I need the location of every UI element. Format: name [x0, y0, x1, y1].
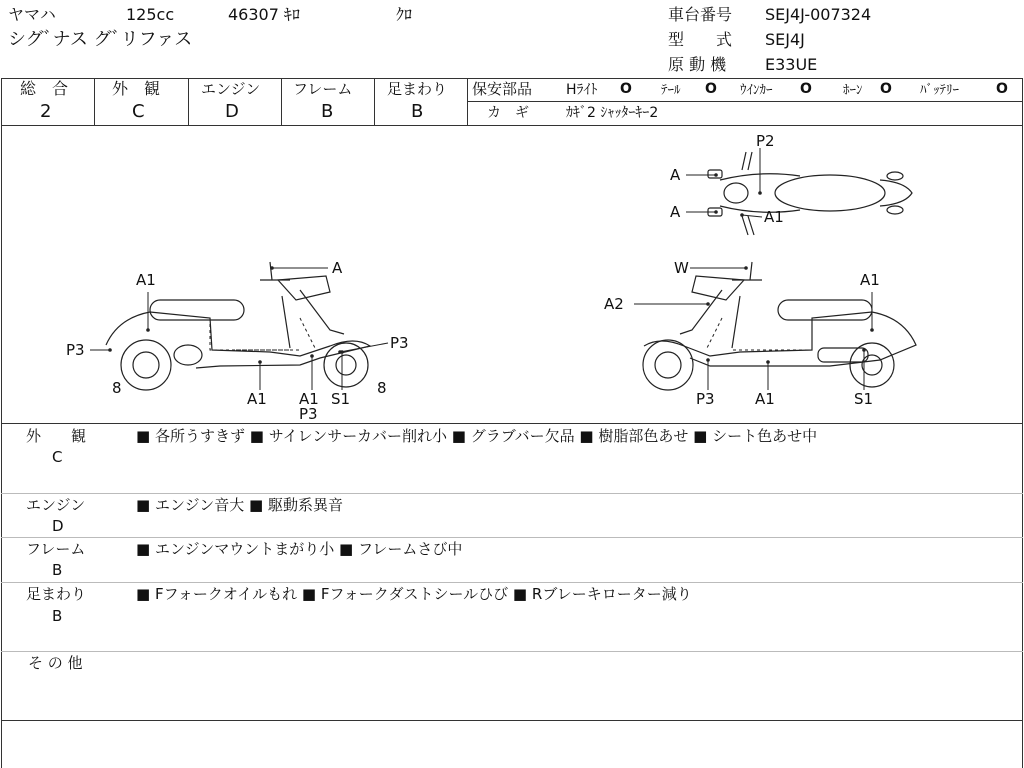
label-top-a-lower: A: [670, 203, 681, 221]
safety-label: 保安部品: [472, 80, 533, 98]
remark-exterior-label: 外 観: [26, 427, 87, 445]
frame-no: SEJ4J-007324: [765, 5, 872, 24]
remark-item: サイレンサーカバー削れ小: [268, 427, 448, 445]
remark-item: フレームさび中: [357, 540, 463, 558]
safety-taillight: ﾃｰﾙ: [661, 83, 681, 98]
remark-suspension-label: 足まわり: [26, 585, 87, 603]
remark-item: エンジン音大: [154, 496, 245, 514]
grade-total-label: 総 合: [20, 79, 69, 98]
safety-horn: ﾎｰﾝ: [843, 83, 863, 98]
model-name: シグﾞナス グﾞリファス: [8, 29, 193, 50]
remark-exterior-items: [136, 429, 817, 444]
label-left-p3-front: P3: [390, 334, 409, 352]
label-left-8-rear: 8: [112, 379, 122, 397]
grade-engine-label: エンジン: [201, 80, 261, 98]
grade-engine: D: [225, 101, 239, 122]
grade-col-4: [374, 78, 375, 125]
remark-engine-items: [136, 498, 343, 513]
label-top-a-upper: A: [670, 166, 681, 184]
scooter-diagram: [0, 126, 1024, 423]
maker: ヤマハ: [8, 5, 56, 24]
grade-total: 2: [40, 101, 52, 122]
remark-item: エンジンマウントまがり小: [154, 540, 335, 558]
grade-col-5: [467, 78, 468, 125]
safety-horn-mark: O: [880, 81, 892, 97]
remark-item: シート色あせ中: [712, 427, 818, 445]
grade-col-3: [281, 78, 282, 125]
remark-frame-items: [136, 542, 462, 557]
label-left-s1: S1: [331, 390, 351, 408]
remark-item: 各所うすきず: [154, 427, 245, 445]
safety-row-divider: [467, 101, 1022, 102]
left-view-scooter: [90, 262, 388, 390]
grade-suspension-label: 足まわり: [387, 80, 448, 98]
safety-taillight-mark: O: [705, 81, 717, 97]
label-right-a1-top: A1: [860, 271, 880, 289]
label-left-8-front: 8: [377, 379, 387, 397]
top-view-scooter: [686, 148, 912, 235]
remark-engine-grade: D: [52, 517, 64, 535]
remark-divider-1: [1, 493, 1023, 494]
remark-frame-label: フレーム: [26, 540, 86, 558]
grade-frame-label: フレーム: [293, 80, 353, 98]
remark-frame-grade: B: [52, 561, 63, 579]
grade-col-1: [94, 78, 95, 125]
key-value: ｶｷﾞ2 ｼｬｯﾀｰｷｰ2: [566, 105, 659, 121]
engine-value: E33UE: [765, 55, 818, 74]
label-left-a1: A1: [136, 271, 156, 289]
diagram-bottom: [1, 423, 1023, 424]
remark-item: 樹脂部色あせ: [598, 427, 689, 445]
label-left-p3-rear: P3: [66, 341, 85, 359]
remark-divider-3: [1, 582, 1023, 583]
remark-divider-4: [1, 651, 1023, 652]
displacement: 125cc: [126, 5, 175, 24]
safety-winker: ｳｲﾝｶｰ: [740, 83, 773, 98]
grade-suspension: B: [411, 101, 424, 122]
label-right-a2: A2: [604, 295, 624, 313]
key-label: カ ギ: [487, 105, 529, 121]
grade-exterior-label: 外 観: [112, 79, 161, 98]
remark-divider-5: [1, 720, 1023, 721]
label-top-a1: A1: [764, 208, 784, 226]
type-value: SEJ4J: [765, 30, 805, 49]
grade-exterior: C: [132, 101, 145, 122]
label-left-a: A: [332, 259, 343, 277]
remark-suspension-items: [136, 587, 692, 602]
label-left-a1p3-a1: A1: [299, 390, 319, 408]
remark-item: 駆動系異音: [267, 496, 343, 514]
label-left-a1p3-p3: P3: [299, 405, 318, 423]
label-right-p3: P3: [696, 390, 715, 408]
remark-item: Fフォークオイルもれ: [154, 585, 298, 603]
engine-label: 原 動 機: [668, 55, 727, 74]
safety-battery: ﾊﾞｯﾃﾘｰ: [920, 83, 959, 98]
label-left-a1-bottom: A1: [247, 390, 267, 408]
mileage: 46307 ｷﾛ: [228, 5, 300, 24]
remark-item: Fフォークダストシールひび: [320, 585, 509, 603]
remark-exterior-grade: C: [52, 448, 63, 466]
grade-col-2: [188, 78, 189, 125]
label-right-w: W: [674, 259, 689, 277]
label-top-p2: P2: [756, 132, 775, 150]
remark-other-label: そ の 他: [28, 654, 83, 672]
grade-frame: B: [321, 101, 334, 122]
safety-winker-mark: O: [800, 81, 812, 97]
safety-battery-mark: O: [996, 81, 1008, 97]
label-right-a1-bottom: A1: [755, 390, 775, 408]
remark-item: Rブレーキローター減り: [531, 585, 692, 603]
remark-suspension-grade: B: [52, 607, 63, 625]
frame-no-label: 車台番号: [668, 5, 733, 24]
remark-engine-label: エンジン: [26, 496, 86, 514]
safety-headlight: Hﾗｲﾄ: [566, 82, 598, 98]
color: ｸﾛ: [396, 5, 413, 24]
remark-item: グラブバー欠品: [470, 427, 575, 445]
label-right-s1: S1: [854, 390, 874, 408]
safety-headlight-mark: O: [620, 81, 632, 97]
type-label: 型 式: [668, 30, 733, 49]
remark-divider-2: [1, 537, 1023, 538]
